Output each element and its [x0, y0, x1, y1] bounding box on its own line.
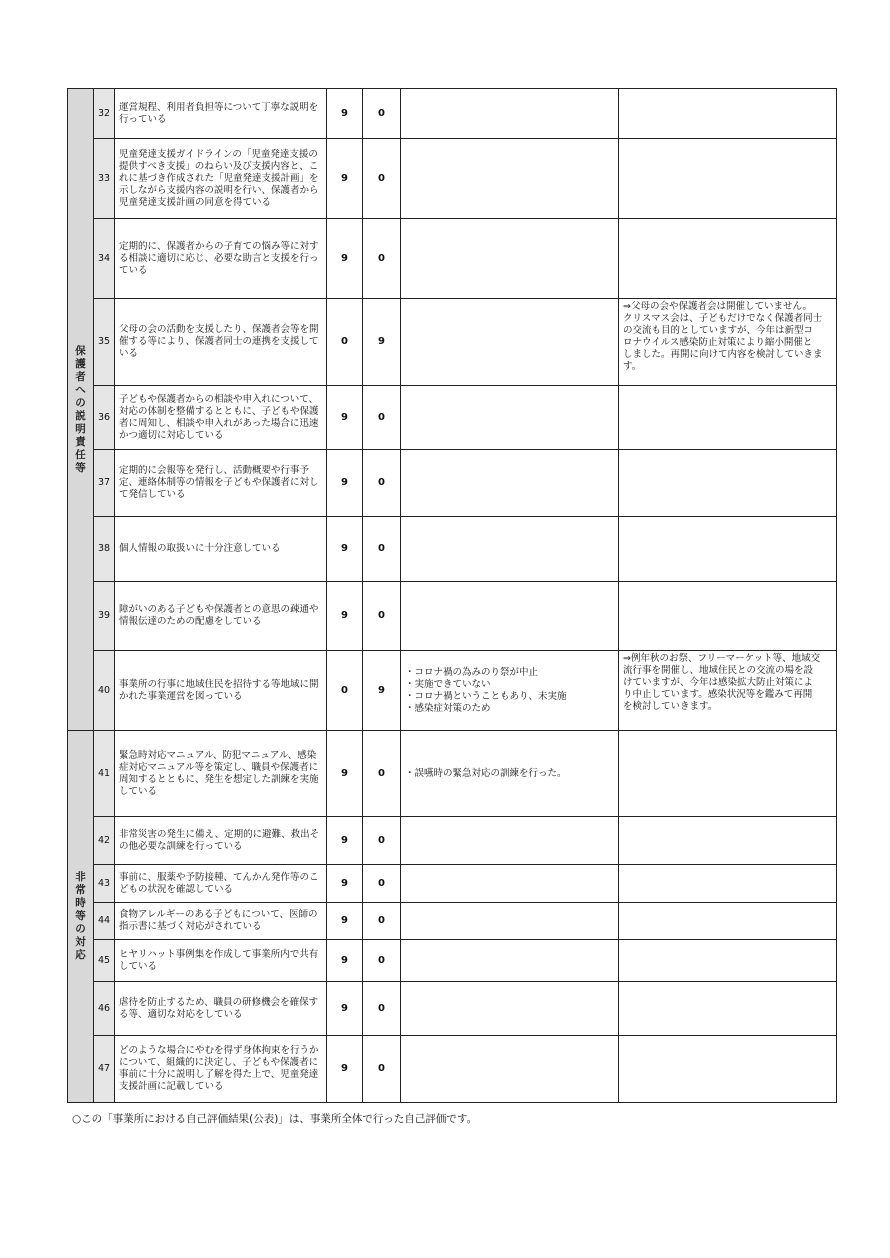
table-row [68, 219, 837, 299]
row-number: 37 [94, 450, 115, 517]
yes-count: 9 [327, 89, 363, 139]
action-line: しました。再開に向けて内容を検討していきま [623, 349, 823, 360]
table-row [68, 817, 837, 865]
item-text: 子どもや保護者からの相談や申入れについて、対応の体制を整備するとともに、子どもや保護者に周知し、相談や申入れがあった場合に迅速かつ適切に対応している [115, 386, 327, 450]
action-line: けていますが、今年は感染拡大防止対策によ [623, 677, 814, 688]
yes-count: 9 [327, 903, 363, 940]
action-line: す。 [623, 361, 642, 372]
action-line: を検討していきます。 [623, 701, 718, 712]
action-cell [619, 517, 837, 582]
item-text: ヒヤリハット事例集を作成して事業所内で共有している [115, 940, 327, 982]
item-text: 運営規程、利用者負担等について丁寧な説明を行っている [115, 89, 327, 139]
no-count: 0 [363, 940, 401, 982]
action-cell [619, 940, 837, 982]
action-line: の交流も目的としていますが、今年は新型コ [623, 325, 814, 336]
row-number: 40 [94, 651, 115, 731]
no-count: 0 [363, 731, 401, 817]
yes-count: 9 [327, 582, 363, 651]
action-cell [619, 299, 837, 386]
action-line: ⇒父母の会や保護者会は開催していません。 [623, 301, 813, 312]
remarks-cell [401, 1036, 619, 1103]
no-count: 0 [363, 219, 401, 299]
row-number: 36 [94, 386, 115, 450]
row-number: 35 [94, 299, 115, 386]
remarks-cell [401, 582, 619, 651]
item-text: 父母の会の活動を支援したり、保護者会等を開催する等により、保護者同士の連携を支援している [115, 299, 327, 386]
category-cell-emergency: 非常時等の対応 [68, 731, 94, 1103]
remarks-cell [401, 89, 619, 139]
item-text: 定期的に、保護者からの子育ての悩み等に対する相談に適切に応じ、必要な助言と支援を行っている [115, 219, 327, 299]
action-cell [619, 582, 837, 651]
table-row [68, 450, 837, 517]
category-cell-explanation: 保護者への説明責任等 [68, 89, 94, 731]
yes-count: 9 [327, 1036, 363, 1103]
row-number: 45 [94, 940, 115, 982]
no-count: 0 [363, 89, 401, 139]
remarks-cell [401, 450, 619, 517]
item-text: 虐待を防止するため、職員の研修機会を確保する等、適切な対応をしている [115, 982, 327, 1036]
no-count: 0 [363, 386, 401, 450]
table-row [68, 651, 837, 731]
table-row [68, 940, 837, 982]
footer-note: ○この「事業所における自己評価結果(公表)」は、事業所全体で行った自己評価です。 [72, 1113, 478, 1125]
remarks-cell [401, 386, 619, 450]
no-count: 0 [363, 517, 401, 582]
no-count: 0 [363, 1036, 401, 1103]
yes-count: 9 [327, 139, 363, 219]
no-count: 9 [363, 651, 401, 731]
yes-count: 9 [327, 940, 363, 982]
action-cell [619, 386, 837, 450]
table-row [68, 903, 837, 940]
remark-line: ・感染症対策のため [405, 702, 491, 714]
remarks-cell [401, 940, 619, 982]
remarks-cell [401, 139, 619, 219]
yes-count: 9 [327, 731, 363, 817]
action-cell [619, 450, 837, 517]
yes-count: 9 [327, 450, 363, 517]
remarks-cell [401, 865, 619, 903]
item-text: 食物アレルギーのある子どもについて、医師の指示書に基づく対応がされている [115, 903, 327, 940]
action-line: ⇒例年秋のお祭、フリーマーケット等、地域交 [623, 653, 821, 664]
table-row [68, 299, 837, 386]
table-row [68, 517, 837, 582]
no-count: 0 [363, 903, 401, 940]
yes-count: 9 [327, 817, 363, 865]
item-text: 障がいのある子どもや保護者との意思の疎通や情報伝達のための配慮をしている [115, 582, 327, 651]
action-cell [619, 731, 837, 817]
no-count: 0 [363, 817, 401, 865]
action-cell [619, 219, 837, 299]
table-row [68, 89, 837, 139]
no-count: 0 [363, 582, 401, 651]
table-row [68, 865, 837, 903]
row-number: 34 [94, 219, 115, 299]
no-count: 9 [363, 299, 401, 386]
table-row [68, 386, 837, 450]
row-number: 41 [94, 731, 115, 817]
remarks-cell [401, 982, 619, 1036]
remarks-cell [401, 219, 619, 299]
yes-count: 0 [327, 651, 363, 731]
remark-line: ・コロナ禍ということもあり、未実施 [405, 690, 567, 702]
remarks-cell [401, 903, 619, 940]
item-text: 個人情報の取扱いに十分注意している [115, 517, 327, 582]
remarks-cell [401, 731, 619, 817]
action-cell [619, 982, 837, 1036]
no-count: 0 [363, 450, 401, 517]
no-count: 0 [363, 865, 401, 903]
action-cell [619, 139, 837, 219]
item-text: 緊急時対応マニュアル、防犯マニュアル、感染症対応マニュアル等を策定し、職員や保護者に周知するとともに、発生を想定した訓練を実施している [115, 731, 327, 817]
row-number: 42 [94, 817, 115, 865]
row-number: 47 [94, 1036, 115, 1103]
row-number: 38 [94, 517, 115, 582]
item-text: 事業所の行事に地域住民を招待する等地域に開かれた事業運営を図っている [115, 651, 327, 731]
row-number: 32 [94, 89, 115, 139]
action-line: り中止しています。感染状況等を鑑みて再開 [623, 689, 813, 700]
item-text: 定期的に会報等を発行し、活動概要や行事予定、連絡体制等の情報を子どもや保護者に対して発信している [115, 450, 327, 517]
table-row [68, 1036, 837, 1103]
row-number: 44 [94, 903, 115, 940]
action-cell [619, 1036, 837, 1103]
remark-line: ・コロナ禍の為みのり祭が中止 [405, 666, 539, 678]
yes-count: 9 [327, 517, 363, 582]
item-text: 非常災害の発生に備え、定期的に避難、救出その他必要な訓練を行っている [115, 817, 327, 865]
self-evaluation-table [67, 88, 837, 1103]
item-text: どのような場合にやむを得ず身体拘束を行うかについて、組織的に決定し、子どもや保護者に事前に十分に説明し了解を得た上で、児童発達支援計画に記載している [115, 1036, 327, 1103]
remark-line: ・実施できていない [405, 678, 491, 690]
table-row [68, 731, 837, 817]
table-row [68, 982, 837, 1036]
yes-count: 9 [327, 865, 363, 903]
action-line: 流行事を開催し、地域住民との交流の場を設 [623, 665, 814, 676]
remarks-cell [401, 651, 619, 731]
row-number: 33 [94, 139, 115, 219]
yes-count: 0 [327, 299, 363, 386]
table-row [68, 582, 837, 651]
action-cell [619, 865, 837, 903]
table-row [68, 139, 837, 219]
remarks-cell [401, 517, 619, 582]
remarks-cell [401, 299, 619, 386]
remark-line: ・誤嚥時の緊急対応の訓練を行った。 [405, 767, 567, 779]
action-cell [619, 817, 837, 865]
action-cell [619, 903, 837, 940]
row-number: 43 [94, 865, 115, 903]
action-line: ロナウイルス感染防止対策により縮小開催と [623, 337, 813, 348]
yes-count: 9 [327, 219, 363, 299]
action-cell [619, 651, 837, 731]
yes-count: 9 [327, 982, 363, 1036]
action-cell [619, 89, 837, 139]
yes-count: 9 [327, 386, 363, 450]
action-line: クリスマス会は、子どもだけでなく保護者同士 [623, 313, 823, 324]
row-number: 46 [94, 982, 115, 1036]
item-text: 事前に、服薬や予防接種、てんかん発作等のこどもの状況を確認している [115, 865, 327, 903]
no-count: 0 [363, 139, 401, 219]
no-count: 0 [363, 982, 401, 1036]
remarks-cell [401, 817, 619, 865]
item-text: 児童発達支援ガイドラインの「児童発達支援の提供すべき支援」のねらい及び支援内容と、これに基づき作成された「児童発達支援計画」を示しながら支援内容の説明を行い、保護者から児童発達支援計画の同意を得ている [115, 139, 327, 219]
row-number: 39 [94, 582, 115, 651]
